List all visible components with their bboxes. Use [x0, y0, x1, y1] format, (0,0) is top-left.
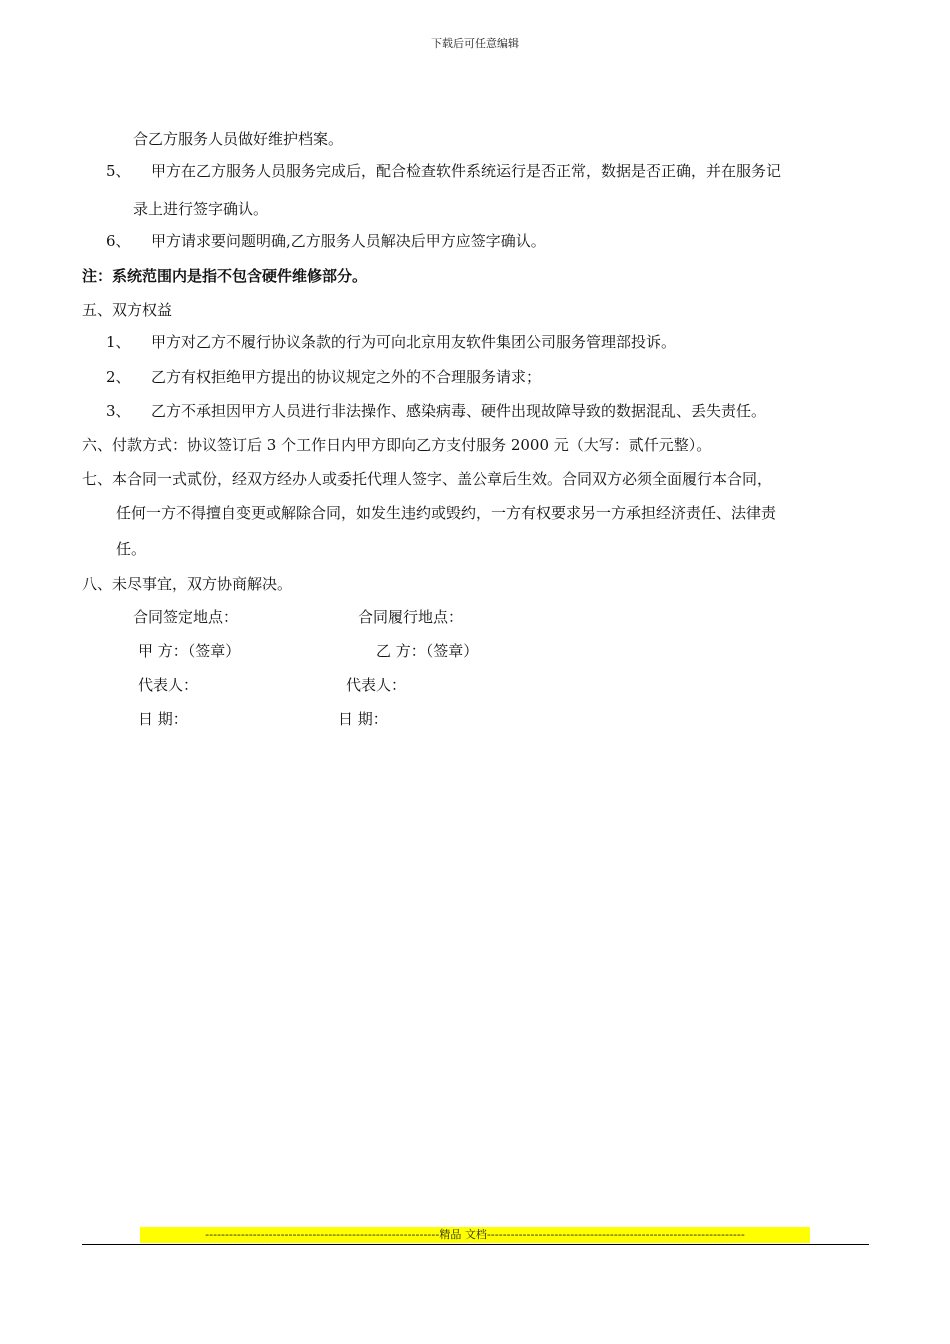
rep-a-label: 代表人：	[138, 676, 199, 694]
list-item-1	[106, 331, 676, 353]
footer-divider	[82, 1244, 869, 1245]
list-number: 5、	[106, 162, 131, 180]
section-heading: 六、付款方式：协议签订后 3 个工作日内甲方即向乙方支付服务 2000 元（大写：贰仟元整）。	[82, 436, 712, 454]
list-number: 3、	[106, 402, 131, 420]
list-number: 1、	[106, 333, 131, 351]
footer-banner: -----------------------------------------------------------精品 文档-----------------------------------------------------------------	[140, 1227, 810, 1243]
paragraph-line: 录上进行签字确认。	[133, 200, 269, 218]
note-line: 注：系统范围内是指不包含硬件维修部分。	[82, 267, 368, 285]
section-heading: 五、双方权益	[82, 301, 173, 319]
list-number: 2、	[106, 368, 131, 386]
list-item-3	[106, 400, 766, 422]
list-text: 甲方对乙方不履行协议条款的行为可向北京用友软件集团公司服务管理部投诉。	[151, 333, 677, 351]
sign-place-label: 合同签定地点：	[133, 608, 239, 626]
list-item-5	[106, 160, 781, 182]
list-text: 乙方不承担因甲方人员进行非法操作、感染病毒、硬件出现故障导致的数据混乱、丢失责任。	[151, 402, 767, 420]
list-text: 甲方在乙方服务人员服务完成后，配合检查软件系统运行是否正常，数据是否正确，并在服务记	[151, 162, 782, 180]
list-item-2	[106, 366, 541, 388]
section-heading: 七、本合同一式贰份，经双方经办人或委托代理人签字、盖公章后生效。合同双方必须全面履行本合同，	[82, 470, 773, 488]
paragraph-line: 任何一方不得擅自变更或解除合同，如发生违约或毁约，一方有权要求另一方承担经济责任、法律责	[116, 504, 777, 522]
perform-place-label: 合同履行地点：	[358, 608, 464, 626]
list-number: 6、	[106, 232, 131, 250]
list-item-6	[106, 230, 546, 252]
list-text: 乙方有权拒绝甲方提出的协议规定之外的不合理服务请求；	[151, 368, 542, 386]
paragraph-line: 任。	[116, 540, 147, 558]
section-heading: 八、未尽事宜，双方协商解决。	[82, 575, 293, 593]
party-a-label: 甲 方：（签章）	[138, 642, 241, 660]
date-b-label: 日 期：	[338, 710, 388, 728]
list-text: 甲方请求要问题明确,乙方服务人员解决后甲方应签字确认。	[151, 232, 546, 250]
rep-b-label: 代表人：	[346, 676, 407, 694]
party-b-label: 乙 方：（签章）	[376, 642, 479, 660]
page-header: 下载后可任意编辑	[431, 37, 519, 50]
paragraph-line: 合乙方服务人员做好维护档案。	[133, 130, 344, 148]
date-a-label: 日 期：	[138, 710, 188, 728]
